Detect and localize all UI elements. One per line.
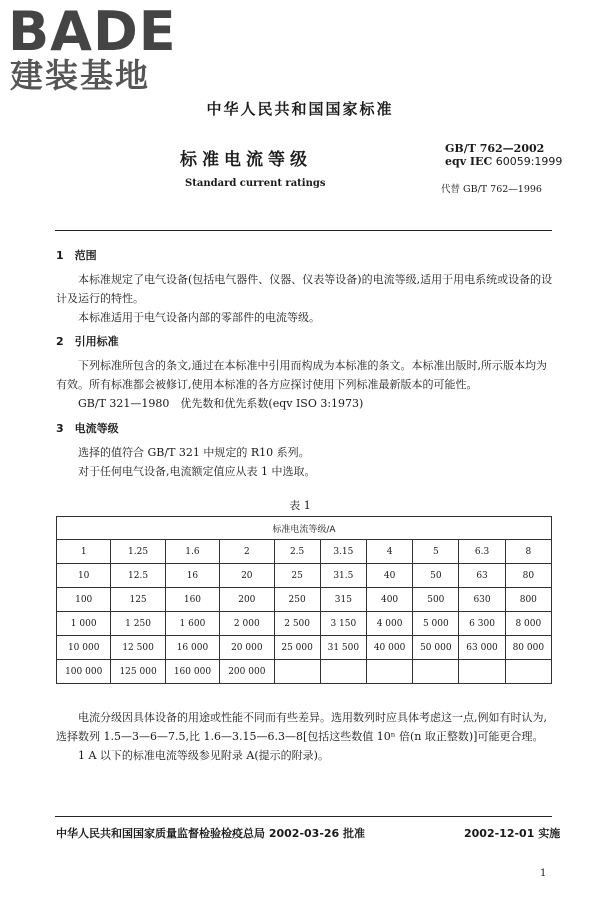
table-cell: 5 — [413, 540, 459, 564]
table-cell: 8 — [505, 540, 551, 564]
table-cell: 50 000 — [413, 636, 459, 660]
eqv-prefix: eqv IEC — [445, 155, 493, 168]
table-cell: 2.5 — [274, 540, 320, 564]
table-cell — [274, 660, 320, 684]
table-cell: 80 000 — [505, 636, 551, 660]
standard-number-block — [445, 142, 562, 168]
table-cell: 10 — [57, 564, 111, 588]
table-cell: 100 000 — [57, 660, 111, 684]
table-cell: 40 000 — [366, 636, 412, 660]
table-cell: 2 500 — [274, 612, 320, 636]
table-cell: 10 000 — [57, 636, 111, 660]
page-title: 标准电流等级 — [180, 150, 312, 170]
table-cell: 63 — [459, 564, 505, 588]
table-caption: 表 1 — [289, 499, 311, 512]
table-cell: 1 000 — [57, 612, 111, 636]
paragraph: GB/T 321—1980 优先数和优先系数(eqv ISO 3:1973) — [78, 397, 364, 410]
table-cell: 6.3 — [459, 540, 505, 564]
table-cell: 16 000 — [165, 636, 219, 660]
table-cell: 6 300 — [459, 612, 505, 636]
table-cell — [413, 660, 459, 684]
paragraph: 选择的值符合 GB/T 321 中规定的 R10 系列。 — [78, 446, 310, 459]
table-cell: 500 — [413, 588, 459, 612]
table-cell: 125 000 — [111, 660, 165, 684]
closing-text — [56, 708, 553, 765]
table-cell: 50 — [413, 564, 459, 588]
replaces-note: 代替 GB/T 762—1996 — [441, 184, 542, 195]
header-divider — [55, 230, 552, 231]
table-cell: 200 000 — [220, 660, 274, 684]
table-cell: 3 150 — [320, 612, 366, 636]
table-header: 标准电流等级/A — [57, 517, 552, 540]
table-cell — [320, 660, 366, 684]
table-header-row — [57, 517, 552, 540]
section-body — [56, 443, 553, 481]
eqv-number: 60059:1999 — [495, 155, 563, 168]
table-cell: 200 — [220, 588, 274, 612]
brand-logo: BADE — [8, 0, 177, 63]
table-cell: 5 000 — [413, 612, 459, 636]
implementation-date: 2002-12-01 实施 — [464, 827, 561, 840]
table-cell: 40 — [366, 564, 412, 588]
table-cell: 125 — [111, 588, 165, 612]
paragraph: 1 A 以下的标准电流等级参见附录 A(提示的附录)。 — [78, 749, 329, 762]
table-cell: 400 — [366, 588, 412, 612]
table-row — [57, 588, 552, 612]
section-heading: 3 电流等级 — [56, 422, 119, 435]
paragraph: 本标准适用于电气设备内部的零部件的电流等级。 — [78, 311, 320, 324]
table-cell: 160 000 — [165, 660, 219, 684]
table-cell — [459, 660, 505, 684]
table-cell: 25 000 — [274, 636, 320, 660]
table-cell: 2 000 — [220, 612, 274, 636]
paragraph: 下列标准所包含的条文,通过在本标准中引用而构成为本标准的条文。本标准出版时,所示版本均为有效。所有标准都会被修订,使用本标准的各方应探讨使用下列标准最新版本的可能性。 — [56, 359, 547, 391]
approval-note: 中华人民共和国国家质量监督检验检疫总局 2002-03-26 批准 — [56, 827, 366, 840]
table-cell: 20 — [220, 564, 274, 588]
table-cell — [505, 660, 551, 684]
table-cell: 4 — [366, 540, 412, 564]
table-row — [57, 540, 552, 564]
section-body — [56, 270, 553, 327]
section-body — [56, 356, 553, 413]
table-cell: 31.5 — [320, 564, 366, 588]
table-row — [57, 564, 552, 588]
table-cell: 20 000 — [220, 636, 274, 660]
table-row — [57, 660, 552, 684]
paragraph: 对于任何电气设备,电流额定值应从表 1 中选取。 — [78, 465, 316, 478]
table-cell: 1 250 — [111, 612, 165, 636]
footer-divider — [55, 816, 552, 817]
table-row — [57, 636, 552, 660]
brand-logo-subtitle: 建装基地 — [10, 56, 150, 95]
table-cell: 2 — [220, 540, 274, 564]
table-cell: 250 — [274, 588, 320, 612]
table-cell: 12.5 — [111, 564, 165, 588]
table-cell: 16 — [165, 564, 219, 588]
table-cell: 1 — [57, 540, 111, 564]
table-cell: 8 000 — [505, 612, 551, 636]
table-cell: 1.25 — [111, 540, 165, 564]
table-cell: 630 — [459, 588, 505, 612]
table-cell: 1.6 — [165, 540, 219, 564]
national-standard-heading: 中华人民共和国国家标准 — [206, 100, 394, 118]
table-cell: 160 — [165, 588, 219, 612]
table-cell: 1 600 — [165, 612, 219, 636]
table-cell: 315 — [320, 588, 366, 612]
table-cell: 100 — [57, 588, 111, 612]
table-row — [57, 612, 552, 636]
page-number: 1 — [540, 868, 547, 879]
table-cell: 25 — [274, 564, 320, 588]
table-cell: 63 000 — [459, 636, 505, 660]
section-heading: 2 引用标准 — [56, 335, 119, 348]
table-cell: 80 — [505, 564, 551, 588]
paragraph: 电流分级因具体设备的用途或性能不同而有些差异。选用数列时应具体考虑这一点,例如有时认为,选择数列 1.5—3—6—7.5,比 1.6—3.15—6.3—8[包括这些数值 10ⁿ 倍(n 取正整数)]可能更合理。 — [56, 711, 547, 743]
table-cell: 3.15 — [320, 540, 366, 564]
table-cell: 12 500 — [111, 636, 165, 660]
gb-number: GB/T 762—2002 — [445, 142, 545, 155]
table-cell: 31 500 — [320, 636, 366, 660]
table-cell — [366, 660, 412, 684]
table-cell: 800 — [505, 588, 551, 612]
section-heading: 1 范围 — [56, 249, 97, 262]
table-cell: 4 000 — [366, 612, 412, 636]
paragraph: 本标准规定了电气设备(包括电气器件、仪器、仪表等设备)的电流等级,适用于用电系统或设备的设计及运行的特性。 — [56, 273, 553, 305]
page-title-english: Standard current ratings — [185, 178, 326, 189]
current-ratings-table — [56, 516, 552, 684]
